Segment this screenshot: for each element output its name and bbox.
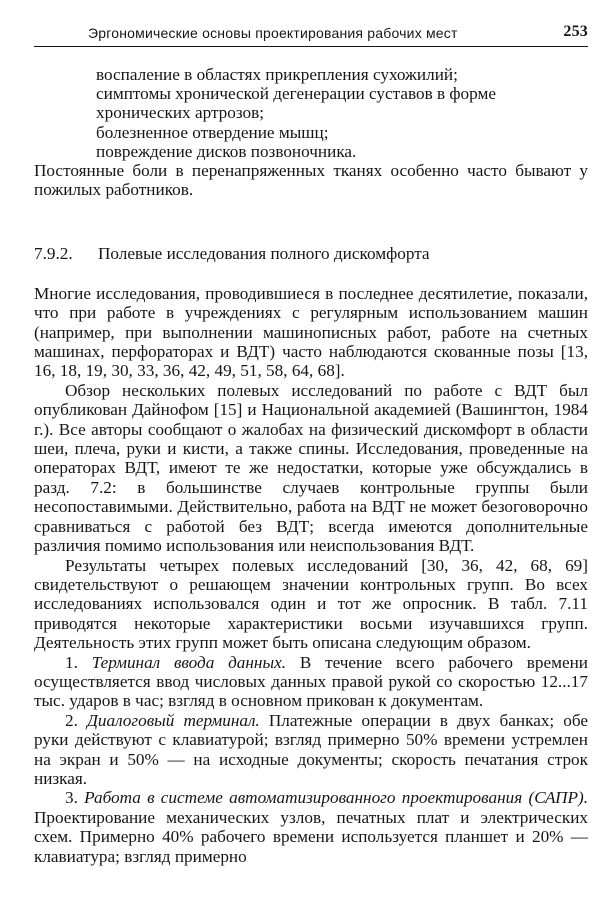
- item-title: Диалоговый терминал.: [86, 710, 260, 730]
- numbered-item-1: [34, 653, 588, 711]
- paragraph-2: Обзор нескольких полевых исследований по работе с ВДТ был опубликован Дайнофом [15] и Национальной академией (Вашингтон, 1984 г.). Все авторы сообщают о жалобах на физический дискомфорт в области шеи, плеча, руки и кисти, а также спины. Исследования, проведенные на операторах ВДТ, имеют те же недостатки, которые уже обсуждались в разд. 7.2: в большинстве случаев контрольные группы были несопоставимыми. Действительно, работа на ВДТ не может безоговорочно сравниваться с работой без ВДТ; всегда имеются дополнительные различия помимо использования или неиспользования ВДТ.: [34, 380, 588, 556]
- running-title: Эргономические основы проектирования рабочих мест: [88, 25, 458, 41]
- page-header: [34, 22, 588, 47]
- main-text: [34, 284, 588, 866]
- item-title: Работа в системе автоматизированного проектирования (САПР).: [84, 788, 588, 808]
- paragraph-3: Результаты четырех полевых исследований [30, 36, 42, 68, 69] свидетельствуют о решающем значении контрольных групп. Во всех исследованиях использовался один и тот же опросник. В табл. 7.11 приводятся некоторые характеристики восьми изучавшихся групп. Деятельность этих групп может быть описана следующим образом.: [34, 555, 588, 653]
- item-text: В течение всего рабочего времени осуществляется ввод числовых данных правой рукой со скоростью 12...17 тыс. ударов в час; взгляд в основном прикован к документам.: [34, 652, 588, 711]
- list-item: симптомы хронической дегенерации суставов в форме: [96, 84, 496, 104]
- book-page: [34, 22, 588, 866]
- item-number: 2.: [65, 710, 78, 730]
- section-heading: [34, 244, 588, 264]
- numbered-item-3: [34, 788, 588, 866]
- closing-paragraph: Постоянные боли в перенапряженных тканях особенно часто бывают у пожилых работников.: [34, 161, 588, 200]
- numbered-item-2: [34, 711, 588, 789]
- section-title: Полевые исследования полного дискомфорта: [98, 243, 430, 263]
- item-text: Проектирование механических узлов, печатных плат и электрических схем. Примерно 40% рабочего времени используется планшет и 20% — клавиатура; взгляд примерно: [34, 807, 588, 866]
- item-number: 1.: [65, 652, 78, 672]
- item-title: Терминал ввода данных.: [91, 652, 287, 672]
- page-number: 253: [563, 23, 588, 40]
- item-number: 3.: [65, 788, 78, 808]
- list-item: повреждение дисков позвоночника.: [96, 141, 357, 161]
- paragraph-1: Многие исследования, проводившиеся в последнее десятилетие, показали, что при работе в учреждениях с регулярным использованием машин (например, при выполнении машинописных работ, работе на счетных машинах, перфораторах и ВДТ) часто наблюдаются скованные позы [13, 16, 18, 19, 30, 33, 36, 42, 49, 51, 58, 64, 68].: [34, 283, 588, 381]
- section-number: 7.9.2.: [34, 243, 73, 263]
- list-item: воспаление в областях прикрепления сухожилий;: [96, 65, 458, 84]
- list-item: болезненное отвердение мышц;: [96, 122, 329, 142]
- symptom-list: [34, 65, 588, 161]
- list-item: хронических артрозов;: [96, 103, 265, 123]
- item-text: Платежные операции в двух банках; обе руки действуют с клавиатурой; взгляд примерно 50% времени устремлен на экран и 50% — на исходные документы; скорость печатания строк низкая.: [34, 710, 589, 788]
